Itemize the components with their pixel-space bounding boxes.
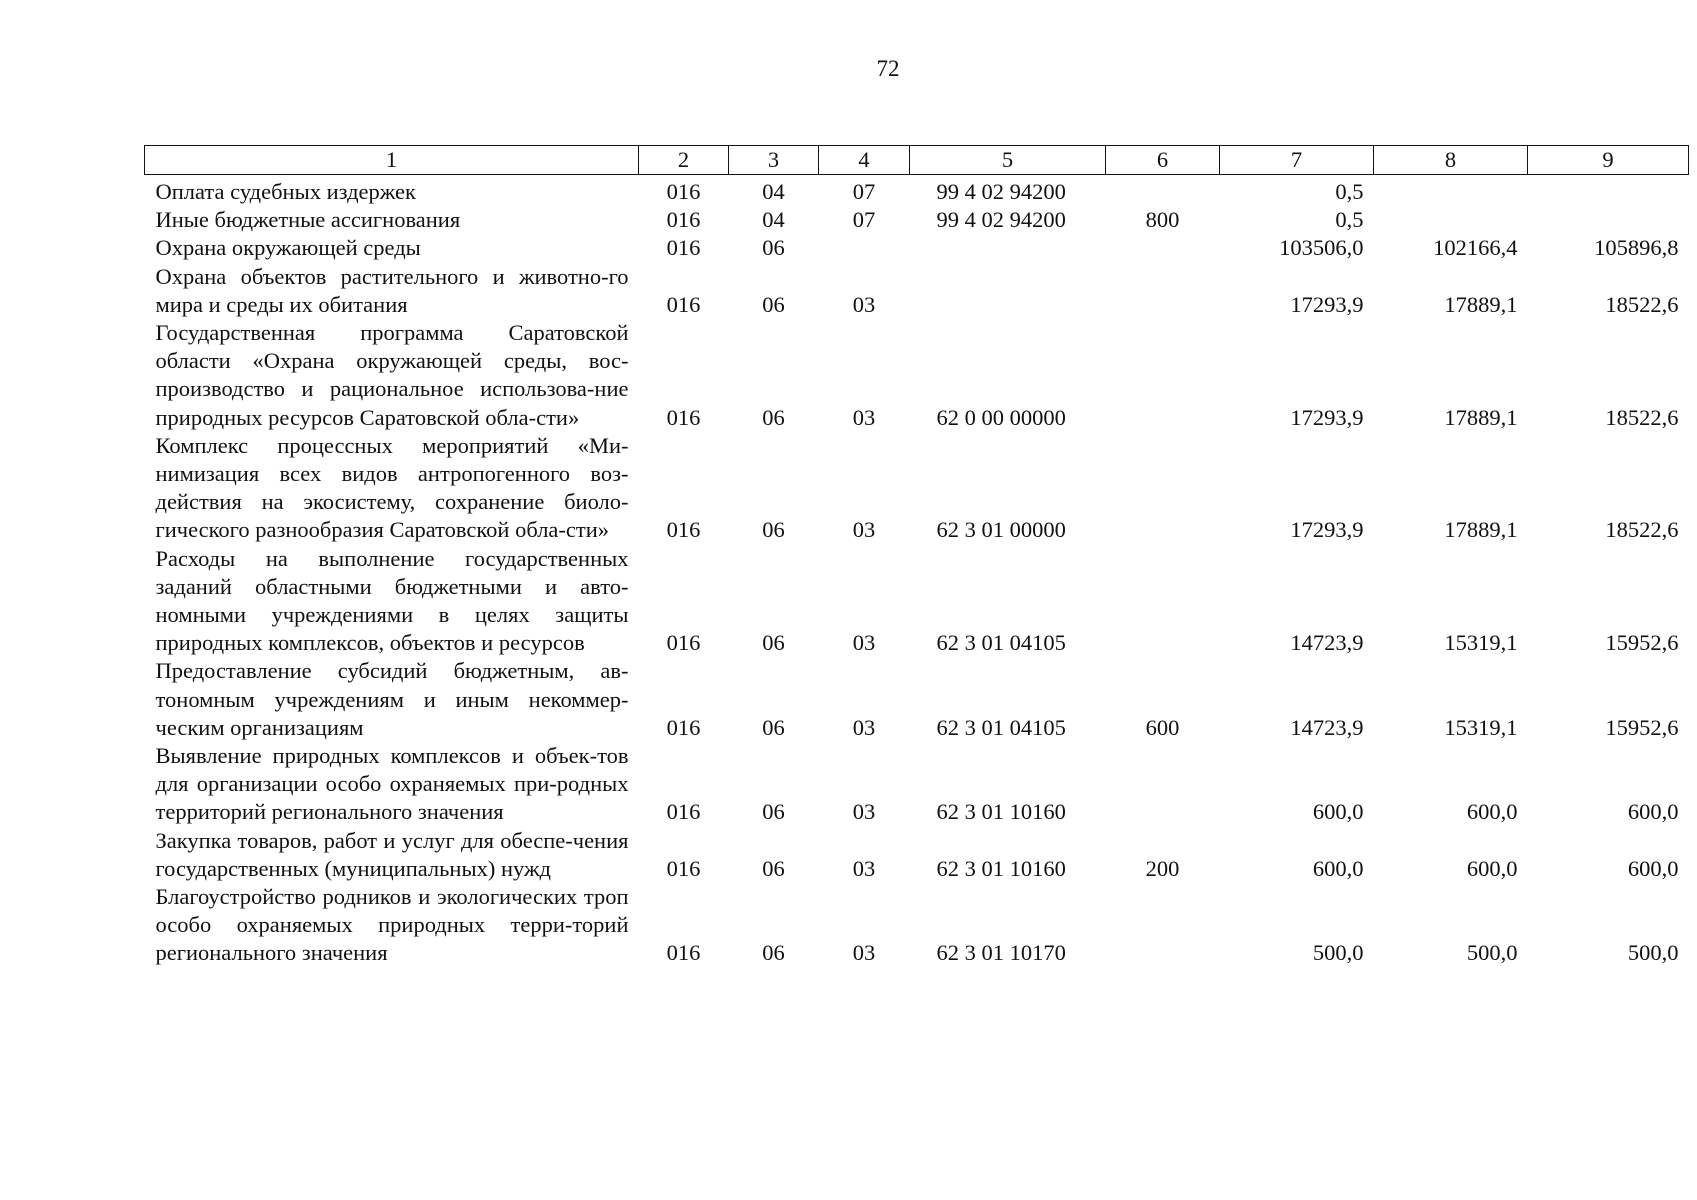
row-col-7-cell: 0,5 [1335,207,1364,233]
row-col-3-cell: 06 [762,291,785,317]
row-col-2-cell: 016 [666,235,701,261]
row-col-8-cell [1374,175,1528,207]
row-col-4-cell: 03 [852,404,876,430]
row-col-5-cell [910,263,1106,319]
row-col-5-cell: 62 3 01 00000 [936,517,1066,543]
row-col-3-cell: 06 [762,517,785,543]
row-col-6-cell [1106,234,1220,262]
row-col-7-cell: 600,0 [1312,799,1364,825]
row-col-7-cell: 17293,9 [1290,291,1364,317]
row-col-9-cell: 600,0 [1627,799,1679,825]
header-col-3: 3 [729,146,819,175]
row-col-6-cell [1106,545,1220,658]
row-col-2-cell: 016 [666,940,701,966]
row-col-6-cell [1106,883,1220,968]
row-col-4-cell: 03 [852,291,876,317]
row-name-cell: Комплекс процессных мероприятий «Ми-нимизация всех видов антропогенного воз-действия на экосистему, сохранение биоло-гического разнообразия Саратовской обла-сти» [155,432,629,543]
row-col-2-cell: 016 [666,179,701,204]
row-col-9-cell: 18522,6 [1605,517,1679,543]
row-col-8-cell: 17889,1 [1444,291,1518,317]
row-col-5-cell: 99 4 02 94200 [936,179,1066,204]
row-col-2-cell: 016 [666,714,701,740]
row-name-cell: Выявление природных комплексов и объек-тов для организации особо охраняемых при-родных территорий регионального значения [155,743,629,825]
row-col-4-cell: 03 [852,940,876,966]
row-col-8-cell: 15319,1 [1444,714,1518,740]
row-col-3-cell: 06 [762,630,785,656]
row-col-5-cell: 62 0 00 00000 [936,404,1066,430]
table-body [145,175,1689,968]
row-col-4-cell: 03 [852,714,876,740]
row-col-2-cell: 016 [666,207,701,233]
row-col-5-cell: 62 3 01 04105 [936,714,1066,740]
row-col-3-cell: 04 [762,179,785,204]
row-col-4-cell: 03 [852,799,876,825]
row-name-cell: Иные бюджетные ассигнования [155,207,461,233]
row-col-3-cell: 06 [762,855,785,881]
row-col-9-cell: 600,0 [1627,855,1679,881]
header-col-5: 5 [910,146,1106,175]
row-col-7-cell: 600,0 [1312,855,1364,881]
header-col-2: 2 [639,146,729,175]
row-col-3-cell: 06 [762,404,785,430]
header-row [145,146,1689,175]
table-row [145,883,1689,968]
row-col-7-cell: 14723,9 [1290,714,1364,740]
row-col-6-cell: 800 [1145,207,1180,233]
row-col-2-cell: 016 [666,799,701,825]
table-row [145,206,1689,234]
row-name-cell: Оплата судебных издержек [155,179,416,204]
row-col-9-cell [1528,175,1689,207]
row-col-7-cell: 0,5 [1335,179,1364,204]
row-col-4-cell: 07 [852,207,876,233]
row-name-cell: Благоустройство родников и экологических троп особо охраняемых природных терри-торий регионального значения [155,884,629,966]
row-name-cell: Государственная программа Саратовской области «Охрана окружающей среды, вос-производство и рациональное использова-ние природных ресурсов Саратовской обла-сти» [155,320,629,430]
row-col-6-cell: 600 [1145,714,1180,740]
row-col-5-cell: 62 3 01 10170 [936,940,1066,966]
row-col-4-cell [819,234,910,262]
row-col-2-cell: 016 [666,517,701,543]
row-name-cell: Охрана объектов растительного и животно-го мира и среды их обитания [155,263,629,317]
header-col-4: 4 [819,146,910,175]
row-col-4-cell: 03 [852,630,876,656]
header-col-9: 9 [1528,146,1689,175]
table-row [145,545,1689,658]
row-col-7-cell: 17293,9 [1290,517,1364,543]
row-col-8-cell [1374,206,1528,234]
row-col-4-cell: 07 [852,179,876,204]
row-col-6-cell: 200 [1145,855,1180,881]
table-row [145,319,1689,432]
row-name-cell: Охрана окружающей среды [155,235,421,261]
row-col-2-cell: 016 [666,630,701,656]
row-col-9-cell: 18522,6 [1605,291,1679,317]
row-col-3-cell: 06 [762,940,785,966]
row-col-7-cell: 17293,9 [1290,404,1364,430]
row-col-3-cell: 04 [762,207,785,233]
row-col-6-cell [1106,432,1220,545]
row-col-8-cell: 600,0 [1466,799,1518,825]
row-col-2-cell: 016 [666,291,701,317]
row-col-9-cell: 15952,6 [1605,630,1679,656]
table-row [145,234,1689,262]
row-col-9-cell: 18522,6 [1605,404,1679,430]
row-col-2-cell: 016 [666,855,701,881]
row-col-3-cell: 06 [762,799,785,825]
row-col-3-cell: 06 [762,235,785,261]
row-col-7-cell: 500,0 [1312,940,1364,966]
header-col-8: 8 [1374,146,1528,175]
table-row [145,432,1689,545]
row-col-9-cell: 105896,8 [1594,235,1679,261]
row-col-6-cell [1106,175,1220,207]
table-row [145,657,1689,742]
row-name-cell: Предоставление субсидий бюджетным, ав-тономным учреждениям и иным некоммер-ческим организациям [155,658,629,740]
row-col-8-cell: 17889,1 [1444,404,1518,430]
header-col-6: 6 [1106,146,1220,175]
row-col-8-cell: 500,0 [1466,940,1518,966]
header-col-7: 7 [1220,146,1374,175]
row-col-5-cell: 62 3 01 04105 [936,630,1066,656]
row-col-2-cell: 016 [666,404,701,430]
row-col-3-cell: 06 [762,714,785,740]
header-col-1: 1 [145,146,639,175]
row-col-8-cell: 17889,1 [1444,517,1518,543]
page-number: 72 [876,56,900,81]
row-col-6-cell [1106,263,1220,319]
row-col-8-cell: 15319,1 [1444,630,1518,656]
table-row [145,175,1689,207]
row-col-5-cell: 62 3 01 10160 [936,855,1066,881]
row-name-cell: Расходы на выполнение государственных заданий областными бюджетными и авто-номными учреждениями в целях защиты природных комплексов, объектов и ресурсов [155,545,629,656]
row-col-6-cell [1106,742,1220,827]
budget-table [144,145,1689,968]
row-col-9-cell: 500,0 [1627,940,1679,966]
row-col-4-cell: 03 [852,855,876,881]
table-row [145,827,1689,883]
row-col-7-cell: 14723,9 [1290,630,1364,656]
row-col-6-cell [1106,319,1220,432]
row-col-8-cell: 102166,4 [1433,235,1518,261]
table-row [145,263,1689,319]
row-col-8-cell: 600,0 [1466,855,1518,881]
row-col-5-cell: 99 4 02 94200 [936,207,1066,233]
row-col-7-cell: 103506,0 [1279,235,1364,261]
row-col-4-cell: 03 [852,517,876,543]
row-name-cell: Закупка товаров, работ и услуг для обеспе-чения государственных (муниципальных) нужд [155,827,629,881]
row-col-9-cell: 15952,6 [1605,714,1679,740]
row-col-5-cell [910,234,1106,262]
row-col-9-cell [1528,206,1689,234]
row-col-5-cell: 62 3 01 10160 [936,799,1066,825]
table-row [145,742,1689,827]
